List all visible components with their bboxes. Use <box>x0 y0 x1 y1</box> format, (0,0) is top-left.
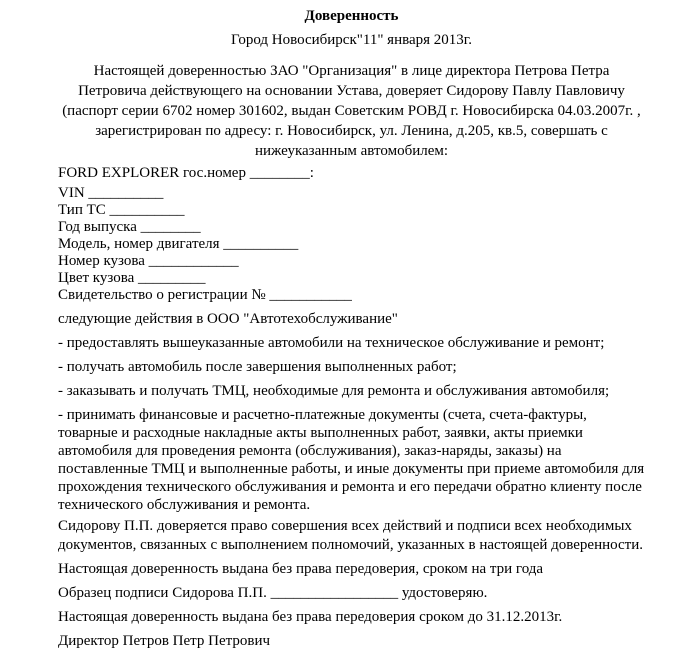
vehicle-field-vin: VIN __________ <box>58 185 164 201</box>
vehicle-field-registration: Свидетельство о регистрации № ___________ <box>58 287 352 303</box>
vehicle-field-year: Год выпуска ________ <box>58 219 201 235</box>
term-line: Настоящая доверенность выдана без права передоверия, сроком на три года <box>58 561 544 577</box>
action-item-documents: - принимать финансовые и расчетно-платежные документы (счета, счета-фактуры, товарные и расходные накладные акты выполненных работ, заявки, акты приемки автомобиля для проведения ремонта (обслуживания), заказ-наряды, заказы) на поставленные ТМЦ и выполненные работы, и иные документы при приеме автомобиля для прохождения технического обслуживания и ремонта и его передачи обратно клиенту после технического обслуживания и ремонта. <box>58 407 645 513</box>
authority-paragraph: Сидорову П.П. доверяется право совершения всех действий и подписи всех необходимых документов, связанных с выполнением полномочий, указанных в настоящей доверенности. <box>58 518 643 553</box>
action-item-pickup: - получать автомобиль после завершения выполненных работ; <box>58 359 457 375</box>
vehicle-fields-block <box>58 185 645 304</box>
vehicle-field-body-number: Номер кузова ____________ <box>58 253 239 269</box>
action-item-order-parts: - заказывать и получать ТМЦ, необходимые для ремонта и обслуживания автомобиля; <box>58 383 610 399</box>
action-item-service: - предоставлять вышеуказанные автомобили на техническое обслуживание и ремонт; <box>58 335 605 351</box>
document-title: Доверенность <box>304 8 399 24</box>
vehicle-model-line: FORD EXPLORER гос.номер ________: <box>58 165 314 181</box>
vehicle-field-color: Цвет кузова _________ <box>58 270 206 286</box>
vehicle-field-type: Тип ТС __________ <box>58 202 185 218</box>
signature-sample-line: Образец подписи Сидорова П.П. _________________ удостоверяю. <box>58 585 488 601</box>
place-date-line: Город Новосибирск"11" января 2013г. <box>230 32 473 48</box>
validity-line: Настоящая доверенность выдана без права передоверия сроком до 31.12.2013г. <box>58 609 563 625</box>
vehicle-field-engine: Модель, номер двигателя __________ <box>58 236 299 252</box>
signatory-line: Директор Петров Петр Петрович <box>58 633 271 649</box>
intro-paragraph: Настоящей доверенностью ЗАО "Организация" в лице директора Петрова Петра Петровича действующего на основании Устава, доверяет Сидорову Павлу Павловичу (паспорт серии 6702 номер 301602, выдан Советским РОВД г. Новосибирска 04.03.2007г. , зарегистрирован по адресу: г. Новосибирск, ул. Ленина, д.205, кв.5, совершать с нижеуказанным автомобилем: <box>62 63 641 159</box>
actions-intro-line: следующие действия в ООО "Автотехобслуживание" <box>58 311 398 327</box>
